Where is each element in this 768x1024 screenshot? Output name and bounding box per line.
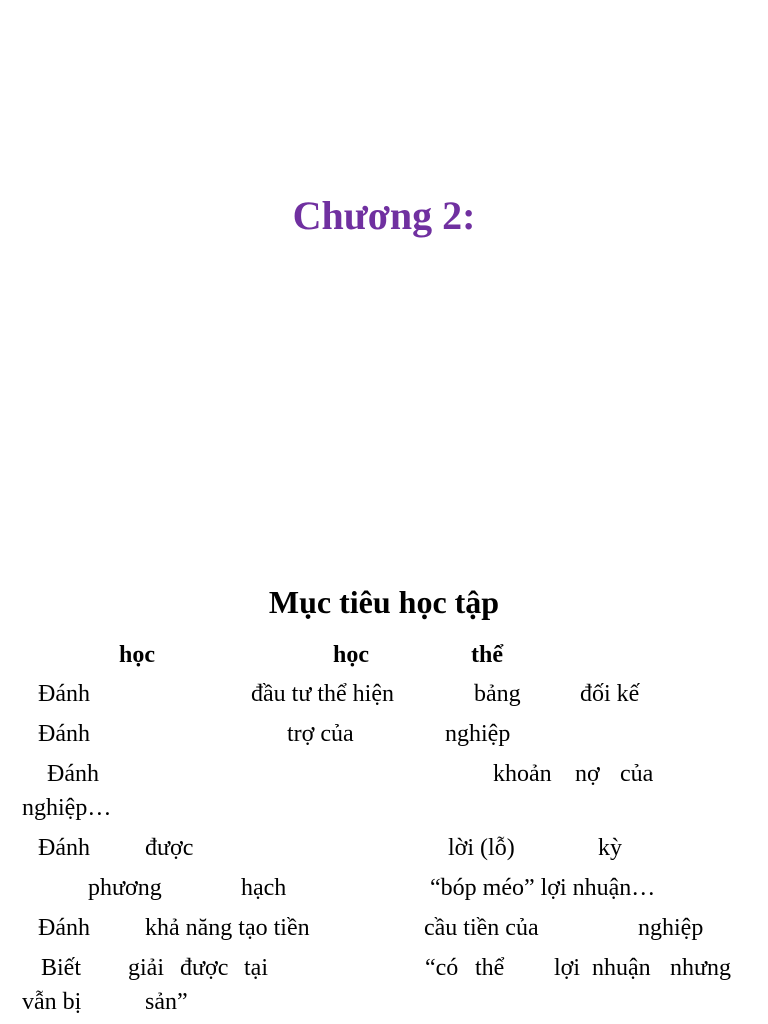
text-fragment: Đánh bbox=[38, 835, 90, 861]
text-fragment: kỳ bbox=[598, 835, 622, 861]
text-fragment: sản” bbox=[145, 989, 188, 1015]
text-fragment: Đánh bbox=[38, 721, 90, 747]
text-fragment: nhuận bbox=[592, 955, 651, 981]
text-fragment: trợ của bbox=[287, 721, 354, 747]
text-fragment: giải bbox=[128, 955, 164, 981]
intro-fragment: học bbox=[333, 642, 369, 668]
text-fragment: Đánh bbox=[38, 915, 90, 941]
text-fragment: bảng bbox=[474, 681, 521, 707]
text-fragment: của bbox=[620, 761, 654, 787]
text-fragment: Biết bbox=[41, 955, 81, 981]
section-heading: Mục tiêu học tập bbox=[268, 584, 500, 620]
intro-fragment: thể bbox=[471, 642, 503, 668]
text-fragment: đầu tư thể hiện bbox=[251, 681, 394, 707]
text-fragment: nhưng bbox=[670, 955, 732, 981]
text-fragment: thể bbox=[475, 955, 505, 981]
intro-fragment: học bbox=[119, 642, 155, 668]
text-fragment: vẫn bị bbox=[22, 989, 82, 1015]
text-fragment: được bbox=[145, 835, 194, 861]
text-fragment: tại bbox=[244, 955, 268, 981]
text-fragment: lời (lỗ) bbox=[448, 835, 515, 861]
text-fragment: nghiệp bbox=[638, 915, 704, 941]
text-fragment: “bóp méo” lợi nhuận… bbox=[430, 875, 656, 901]
text-fragment: hạch bbox=[241, 875, 287, 901]
text-fragment: “có bbox=[425, 955, 459, 981]
chapter-title: Chương 2: bbox=[292, 193, 476, 238]
text-fragment: khoản bbox=[493, 761, 552, 787]
text-fragment: Đánh bbox=[38, 681, 90, 707]
text-fragment: được bbox=[180, 955, 229, 981]
text-fragment: Đánh bbox=[47, 761, 99, 787]
text-fragment: nghiệp… bbox=[22, 795, 112, 821]
text-fragment: nghiệp bbox=[445, 721, 511, 747]
text-fragment: lợi bbox=[554, 955, 581, 981]
text-fragment: phương bbox=[88, 875, 162, 901]
text-fragment: cầu tiền của bbox=[424, 915, 539, 941]
text-fragment: đối kế bbox=[580, 681, 640, 707]
text-fragment: khả năng tạo tiền bbox=[145, 915, 310, 941]
text-fragment: nợ bbox=[575, 761, 600, 787]
